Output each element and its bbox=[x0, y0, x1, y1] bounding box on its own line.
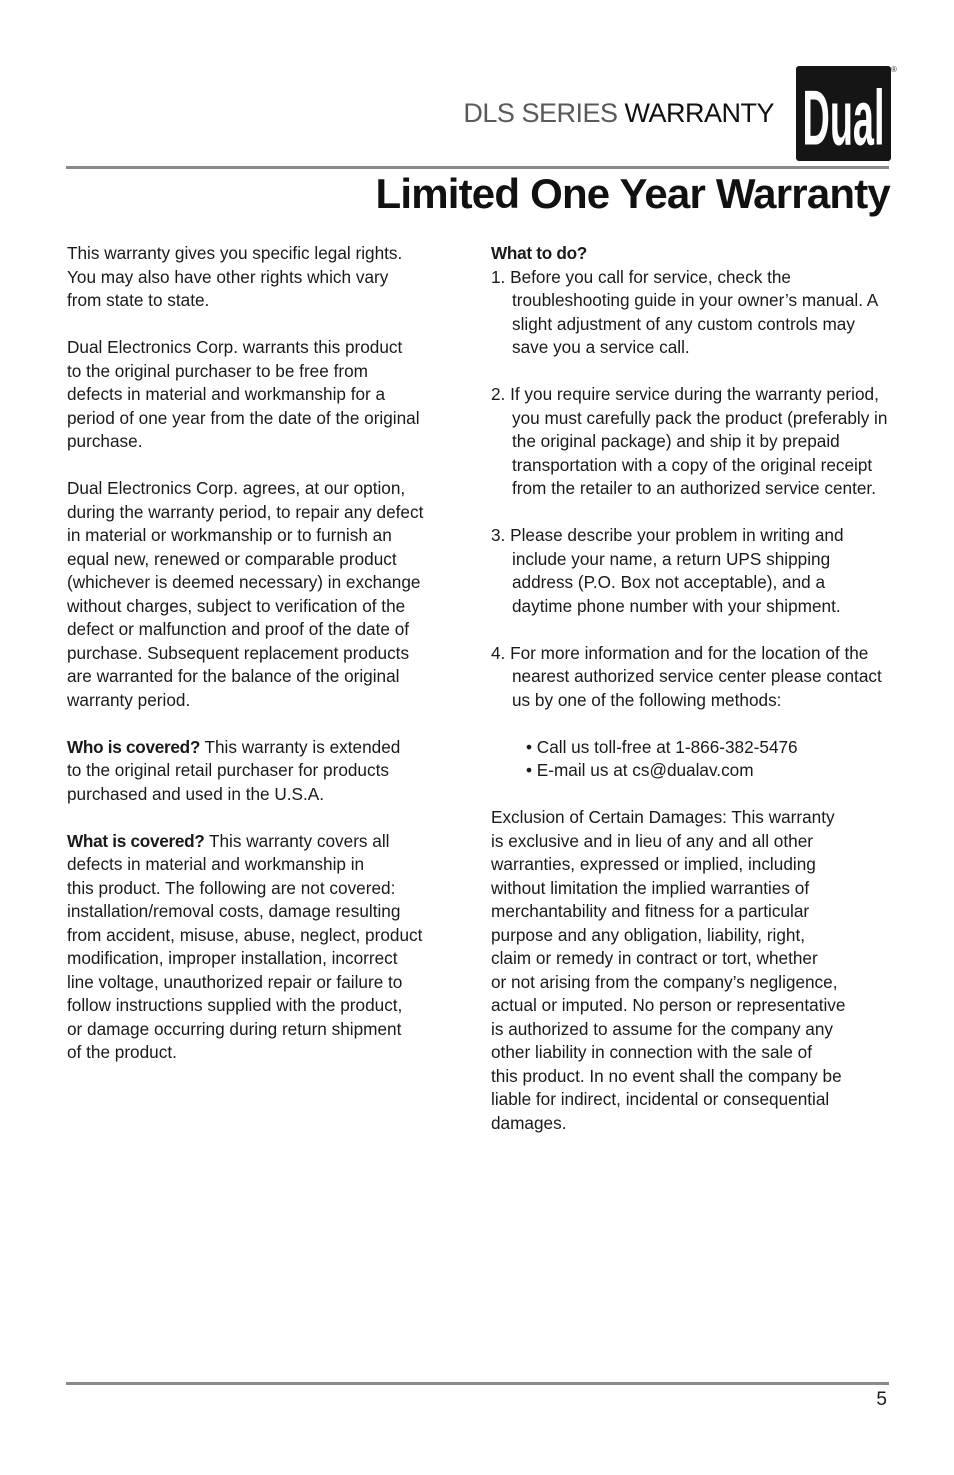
series-warranty: WARRANTY bbox=[624, 98, 774, 128]
service-step: 3. Please describe your problem in writing and include your name, a return UPS shipping address (P.O. Box not acceptable), and a daytime phone number with your shipment. bbox=[491, 525, 844, 616]
agrees-paragraph: Dual Electronics Corp. agrees, at our option, during the warranty period, to repair any defect in material or workmanship or to furnish an equal new, renewed or comparable product (whichever is deemed necessary) in exchange without charges, subject to verification of the defect or malfunction and proof of the date of purchase. Subsequent replacement products are warranted for the balance of the original warranty period. bbox=[67, 478, 424, 710]
what-to-do-heading: What to do? bbox=[491, 243, 587, 263]
left-column bbox=[67, 242, 465, 1088]
intro-paragraph: This warranty gives you specific legal rights. You may also have other rights which vary from state to state. bbox=[67, 243, 403, 310]
footer-divider bbox=[66, 1382, 889, 1385]
series-title bbox=[463, 98, 774, 129]
service-step: 4. For more information and for the location of the nearest authorized service center please contact us by one of the following methods: bbox=[491, 642, 882, 710]
exclusion-paragraph: Exclusion of Certain Damages: This warranty is exclusive and in lieu of any and all other warranties, expressed or implied, including without limitation the implied warranties of merchantability and fitness for a particular purpose and any obligation, liability, right, claim or remedy in contract or tort, whether or not arising from the company’s negligence, actual or imputed. No person or representative is authorized to assume for the company any other liability in connection with the sale of this product. In no event shall the company be liable for indirect, incidental or consequential damages. bbox=[491, 807, 846, 1133]
dual-logo bbox=[796, 66, 891, 161]
right-column bbox=[491, 242, 889, 1159]
page-number: 5 bbox=[876, 1389, 887, 1410]
contact-email: • E-mail us at cs@dualav.com bbox=[526, 760, 754, 780]
registered-mark: ® bbox=[891, 65, 897, 74]
who-covered-heading: Who is covered? bbox=[67, 736, 201, 757]
what-covered-heading: What is covered? bbox=[67, 830, 205, 851]
what-covered-paragraph: What is covered? This warranty covers all defects in material and workmanship in this product. The following are not covered: installation/removal costs, damage resulting from accident, misuse, abuse, neglect, product modification, improper installation, incorrect line voltage, unauthorized repair or failure to follow instructions supplied with the product, or damage occurring during return shipment of the product. bbox=[67, 830, 423, 1062]
service-step: 1. Before you call for service, check the troubleshooting guide in your owner’s manual. A slight adjustment of any custom controls may save you a service call. bbox=[491, 266, 878, 357]
warrants-paragraph: Dual Electronics Corp. warrants this product to the original purchaser to be free from defects in material and workmanship for a period of one year from the date of the original purchase. bbox=[67, 337, 420, 451]
brand-wordmark: Dual bbox=[802, 74, 885, 162]
who-covered-paragraph: Who is covered? This warranty is extended to the original retail purchaser for products purchased and used in the U.S.A. bbox=[67, 736, 401, 804]
contact-phone: • Call us toll-free at 1-866-382-5476 bbox=[526, 736, 798, 757]
service-steps bbox=[491, 266, 889, 713]
series-name: DLS SERIES bbox=[463, 98, 618, 128]
header-divider bbox=[66, 166, 889, 169]
contact-methods bbox=[491, 736, 889, 783]
service-step: 2. If you require service during the warranty period, you must carefully pack the product (preferably in the original package) and ship it by prepaid transportation with a copy of the original receipt from the retailer to an authorized service center. bbox=[491, 384, 888, 498]
page-title: Limited One Year Warranty bbox=[375, 170, 890, 217]
